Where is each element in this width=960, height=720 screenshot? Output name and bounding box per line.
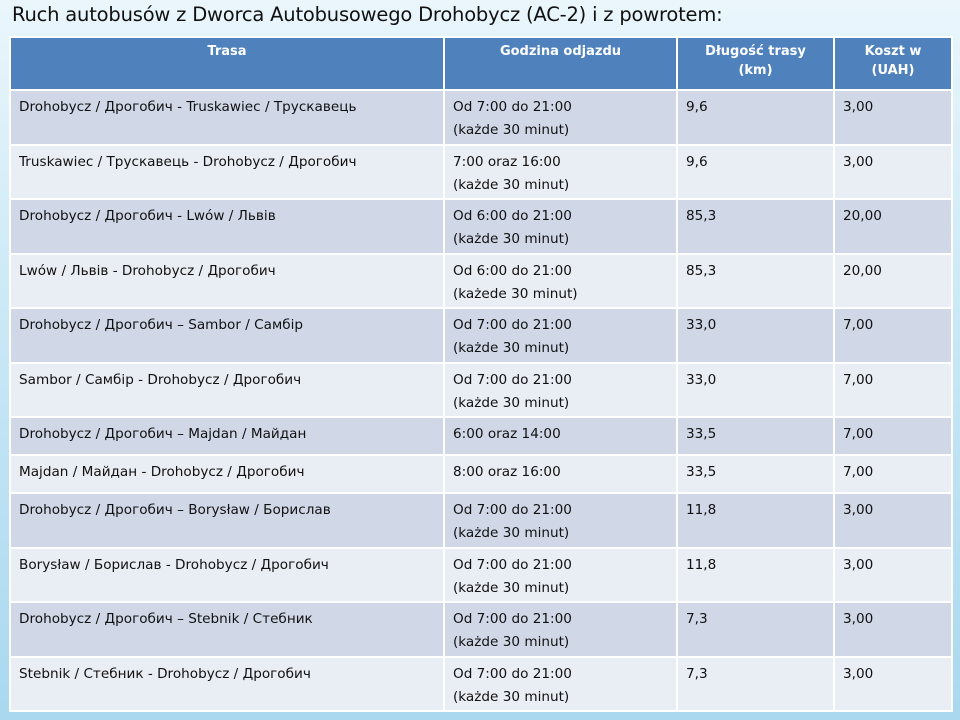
departure-time: 7:00 oraz 16:00 [453,153,561,170]
length-cell: 11,8 [677,493,834,548]
length-cell: 9,6 [677,145,834,200]
departure-time: Od 7:00 do 21:00 [453,556,572,573]
departure-cell [444,417,677,455]
table-row [10,417,952,455]
route-cell: Stebnik / Стебник - Drohobycz / Дрогобич [10,657,444,712]
cost-cell: 20,00 [834,254,952,309]
length-cell: 33,5 [677,417,834,455]
route-cell: Drohobycz / Дрогобич – Sambor / Самбір [10,308,444,363]
departure-time: Od 6:00 do 21:00 [453,262,572,279]
table-row [10,657,952,712]
header-cost [834,37,952,90]
length-cell: 33,5 [677,455,834,493]
table-row [10,199,952,254]
cost-cell: 7,00 [834,417,952,455]
length-cell: 7,3 [677,657,834,712]
departure-interval: (każde 30 minut) [453,122,570,138]
cost-cell: 7,00 [834,455,952,493]
length-cell: 33,0 [677,308,834,363]
cost-cell: 7,00 [834,363,952,418]
departure-interval: (każde 30 minut) [453,340,570,356]
length-cell: 85,3 [677,199,834,254]
length-cell: 85,3 [677,254,834,309]
table-row [10,363,952,418]
departure-interval: (każde 30 minut) [453,525,570,541]
departure-time: Od 7:00 do 21:00 [453,502,572,518]
header-route [10,37,444,90]
departure-cell [444,363,677,418]
header-length [677,37,834,90]
departure-time: 6:00 oraz 14:00 [453,426,561,442]
cost-cell: 3,00 [834,602,952,657]
header-cost-label: Koszt w [864,44,922,59]
length-cell: 9,6 [677,90,834,145]
departure-time: Od 6:00 do 21:00 [453,208,572,224]
route-cell: Sambor / Самбір - Drohobycz / Дрогобич [10,363,444,418]
departure-cell [444,602,677,657]
cost-cell: 3,00 [834,145,952,200]
departure-cell [444,548,677,603]
departure-cell [444,90,677,145]
header-route-label: Trasa [207,44,247,59]
departure-interval: (każde 30 minut) [453,394,570,411]
table-row [10,455,952,493]
table-row [10,602,952,657]
cost-cell: 7,00 [834,308,952,363]
header-cost-unit: (UAH) [871,63,915,78]
route-cell: Borysław / Борислав - Drohobycz / Дрогобич [10,548,444,603]
table-row [10,548,952,603]
departure-time: Od 7:00 do 21:00 [453,99,572,115]
header-departure-label: Godzina odjazdu [499,44,622,59]
cost-cell: 3,00 [834,548,952,603]
table-header-row [10,37,952,90]
departure-interval: (każde 30 minut) [453,176,570,193]
page-title: Ruch autobusów z Dworca Autobusowego Drohobycz (AC-2) i z powrotem: [12,3,723,26]
departure-cell [444,145,677,200]
departure-cell [444,254,677,309]
length-cell: 7,3 [677,602,834,657]
route-cell: Majdan / Майдан - Drohobycz / Дрогобич [10,455,444,493]
table-row [10,254,952,309]
length-cell: 11,8 [677,548,834,603]
route-cell: Drohobycz / Дрогобич - Lwów / Львів [10,199,444,254]
bus-schedule-table [9,36,953,712]
departure-cell [444,493,677,548]
header-departure [444,37,677,90]
route-cell: Lwów / Львів - Drohobycz / Дрогобич [10,254,444,309]
departure-time: Od 7:00 do 21:00 [453,611,572,627]
departure-cell [444,455,677,493]
cost-cell: 3,00 [834,493,952,548]
table-row [10,308,952,363]
table-row [10,145,952,200]
route-cell: Truskawiec / Трускавець - Drohobycz / Дрогобич [10,145,444,200]
cost-cell: 20,00 [834,199,952,254]
route-cell: Drohobycz / Дрогобич – Majdan / Майдан [10,417,444,455]
route-cell: Drohobycz / Дрогобич - Truskawiec / Трускавець [10,90,444,145]
departure-interval: (każde 30 minut) [453,579,570,596]
departure-cell [444,657,677,712]
table-header [10,37,952,90]
departure-cell [444,199,677,254]
departure-time: Od 7:00 do 21:00 [453,665,572,682]
table-row [10,90,952,145]
header-length-label: Długość trasy [705,44,806,59]
table-body [10,90,952,711]
departure-interval: (każede 30 minut) [453,285,578,302]
header-length-unit: (km) [738,63,773,78]
table-row [10,493,952,548]
departure-interval: (każde 30 minut) [453,231,570,247]
departure-time: 8:00 oraz 16:00 [453,464,561,480]
departure-time: Od 7:00 do 21:00 [453,371,572,388]
departure-time: Od 7:00 do 21:00 [453,317,572,333]
cost-cell: 3,00 [834,90,952,145]
departure-interval: (każde 30 minut) [453,688,570,705]
route-cell: Drohobycz / Дрогобич – Stebnik / Стебник [10,602,444,657]
route-cell: Drohobycz / Дрогобич – Borysław / Борислав [10,493,444,548]
cost-cell: 3,00 [834,657,952,712]
length-cell: 33,0 [677,363,834,418]
departure-cell [444,308,677,363]
departure-interval: (każde 30 minut) [453,634,570,650]
